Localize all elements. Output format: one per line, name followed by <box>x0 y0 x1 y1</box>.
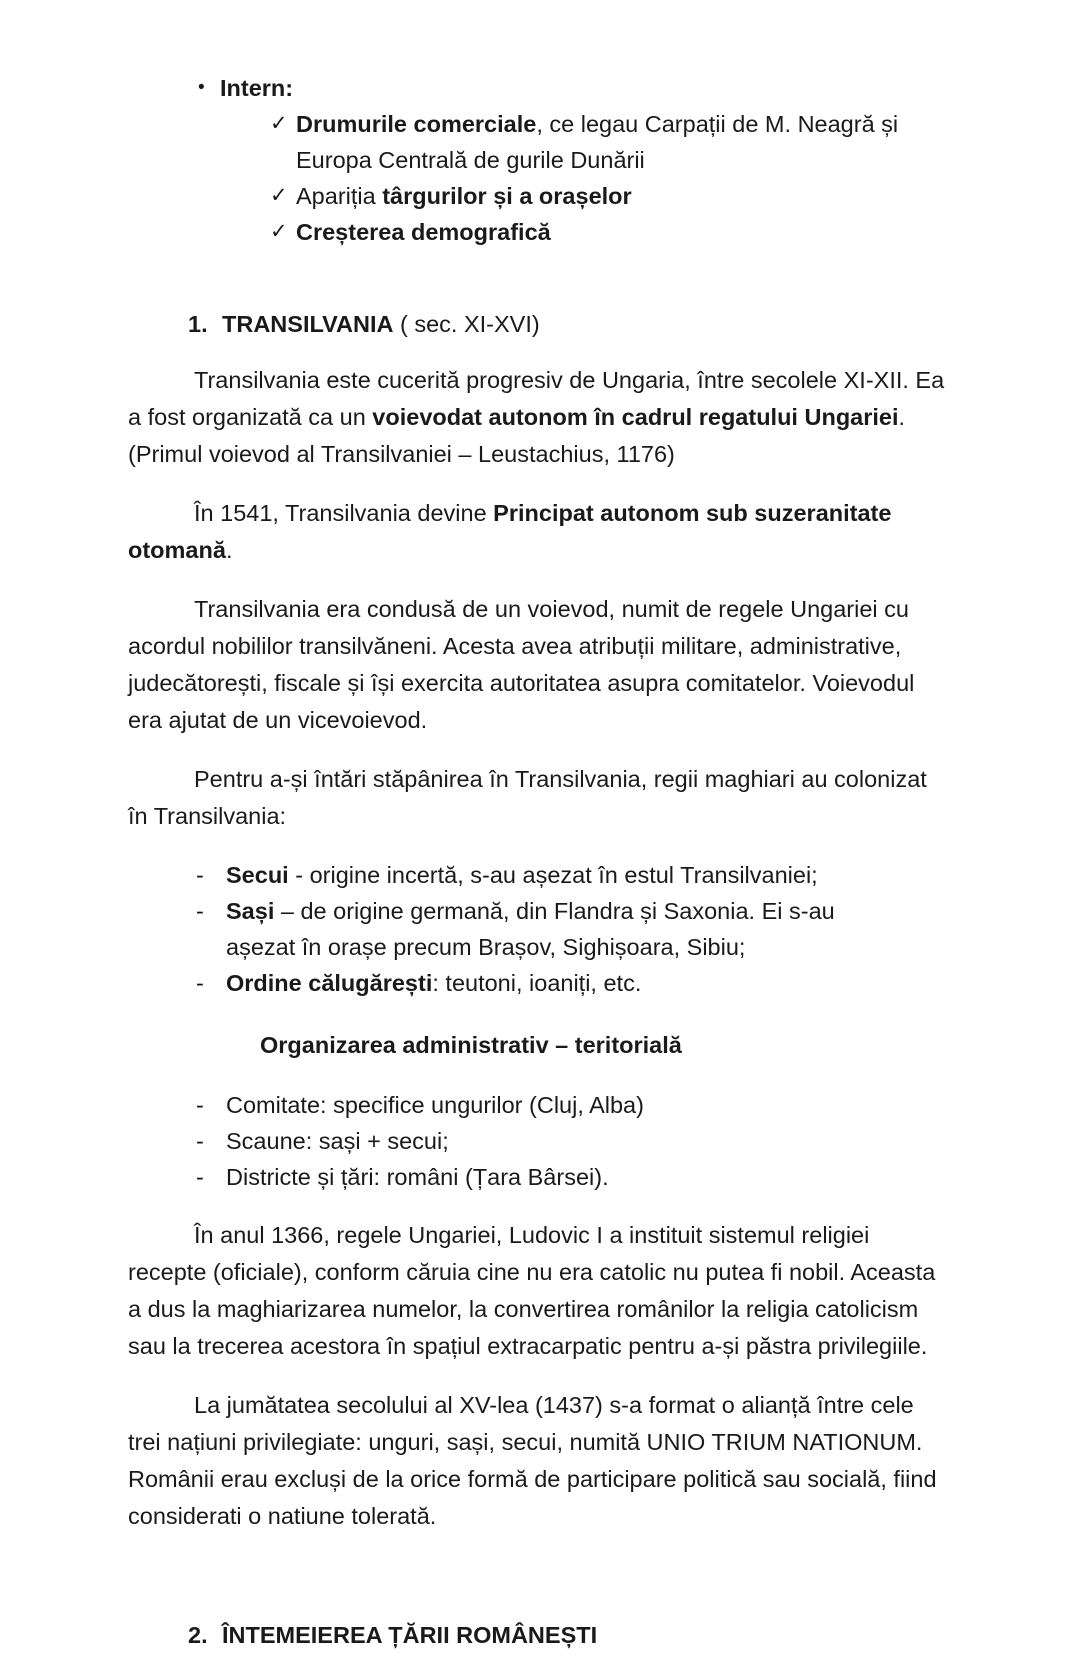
dash-bullet-icon: - <box>196 898 204 924</box>
paragraph-religii-recepte <box>128 1217 946 1365</box>
p2-part-c: . <box>225 537 233 563</box>
colonist-item-text <box>226 893 876 965</box>
dash-bullet-icon: - <box>196 1092 204 1118</box>
paragraph-transilvania-cucerire <box>128 362 946 473</box>
p1-part-b-bold: voievodat autonom în cadrul regatului Ungariei <box>372 404 899 430</box>
check-item-plain-lead: Apariția <box>296 183 383 209</box>
checkmark-icon: ✓ <box>270 112 288 135</box>
spacer <box>128 1557 946 1617</box>
colonist-bold-lead: Sași <box>226 898 275 924</box>
p3-text: Transilvania era condusă de un voievod, numit de regele Ungariei cu acordul nobililor transilvăneni. Acesta avea atribuții militare, administrative, judecătorești, fiscale și își exercita autoritatea asupra comitatelor. Voievodul era ajutat de un vicevoievod. <box>128 596 915 733</box>
section-1-number: 1. <box>188 311 208 337</box>
colonist-item-text <box>226 857 876 893</box>
colonist-rest: - origine incertă, s-au așezat în estul Transilvaniei; <box>288 862 818 888</box>
check-item-rest: , ce legau Carpații de M. Neagră și Europa Centrală de gurile Dunării <box>296 111 899 173</box>
colonist-bold-lead: Secui <box>226 862 289 888</box>
check-item-bold-lead: Drumurile comerciale <box>296 111 537 137</box>
heading-organizare-administrativa: Organizarea administrativ – teritorială <box>260 1032 682 1058</box>
spacer <box>128 280 946 306</box>
p6-text: La jumătatea secolului al XV-lea (1437) s-a format o alianță între cele trei națiuni privilegiate: unguri, sași, secui, numită UNIO TRIUM NATIONUM. Românii erau excluși de la orice formă de participare politică sau socială, fiind considerati o natiune tolerată. <box>128 1392 937 1529</box>
admin-unit-text: Districte și țări: români (Țara Bârsei). <box>226 1164 609 1190</box>
list-item <box>128 893 946 965</box>
dash-bullet-icon: - <box>196 862 204 888</box>
check-item-text <box>296 214 936 250</box>
dash-bullet-icon: - <box>196 1128 204 1154</box>
list-item <box>128 214 946 250</box>
document-content <box>128 70 946 1673</box>
list-item <box>128 106 946 178</box>
colonist-rest: : teutoni, ioaniți, etc. <box>432 970 642 996</box>
intern-label: Intern: <box>220 75 294 101</box>
p1-part-c: . (Primul voievod al Transilvaniei – Leustachius, 1176) <box>128 404 906 467</box>
checkmark-icon: ✓ <box>270 184 288 207</box>
checkmark-icon: ✓ <box>270 220 288 243</box>
dash-bullet-icon: - <box>196 1164 204 1190</box>
list-item <box>128 1159 946 1195</box>
paragraph-colonizare-intro <box>128 761 946 835</box>
admin-units-list <box>128 1087 946 1195</box>
paragraph-voievod-atributii <box>128 591 946 739</box>
section-2-title: ÎNTEMEIEREA ȚĂRII ROMÂNEȘTI <box>222 1622 598 1648</box>
list-item-intern <box>128 70 946 106</box>
heading-section-2 <box>128 1617 946 1653</box>
intern-bullet-block <box>128 70 946 250</box>
list-item <box>128 857 946 893</box>
section-1-title: TRANSILVANIA <box>222 311 394 337</box>
admin-unit-text: Scaune: sași + secui; <box>226 1128 449 1154</box>
list-item <box>128 1087 946 1123</box>
check-item-text <box>296 106 936 178</box>
intern-check-list <box>128 106 946 250</box>
list-item <box>128 965 946 1001</box>
p2-part-b-bold: Principat autonom sub suzeranitate otomană <box>128 500 892 563</box>
bullet-dot-icon: • <box>198 77 205 98</box>
p4-text: Pentru a-și întări stăpânirea în Transilvania, regii maghiari au colonizat în Transilvania: <box>128 766 927 829</box>
colonists-list <box>128 857 946 1001</box>
paragraph-unio-trium-nationum <box>128 1387 946 1535</box>
list-item <box>128 178 946 214</box>
p5-text: În anul 1366, regele Ungariei, Ludovic I a instituit sistemul religiei recepte (oficiale), conform căruia cine nu era catolic nu putea fi nobil. Aceasta a dus la maghiarizarea numelor, la convertirea românilor la religia catolicism sau la trecerea acestora în spațiul extracarpatic pentru a-și păstra privilegiile. <box>128 1222 936 1359</box>
colonist-bold-lead: Ordine călugărești <box>226 970 433 996</box>
admin-unit-text: Comitate: specifice ungurilor (Cluj, Alba) <box>226 1092 644 1118</box>
p2-part-a: În 1541, Transilvania devine <box>194 500 494 526</box>
section-2-number: 2. <box>188 1622 208 1648</box>
p1-part-a: Transilvania este cucerită progresiv de Ungaria, între secolele XI-XII. Ea a fost organizată ca un <box>128 367 945 430</box>
section-1-subtitle: ( sec. XI-XVI) <box>393 311 540 337</box>
list-item <box>128 1123 946 1159</box>
check-item-bold-all: Creșterea demografică <box>296 219 551 245</box>
heading-section-1 <box>128 306 946 342</box>
section-1-title-wrap <box>222 306 540 342</box>
check-item-text <box>296 178 936 214</box>
spacer <box>128 1205 946 1217</box>
dash-bullet-icon: - <box>196 970 204 996</box>
check-item-bold-tail: târgurilor și a orașelor <box>382 183 632 209</box>
colonist-rest: – de origine germană, din Flandra și Saxonia. Ei s-au așezat în orașe precum Brașov, Sighișoara, Sibiu; <box>226 898 835 960</box>
colonist-item-text <box>226 965 876 1001</box>
paragraph-principat-1541 <box>128 495 946 569</box>
